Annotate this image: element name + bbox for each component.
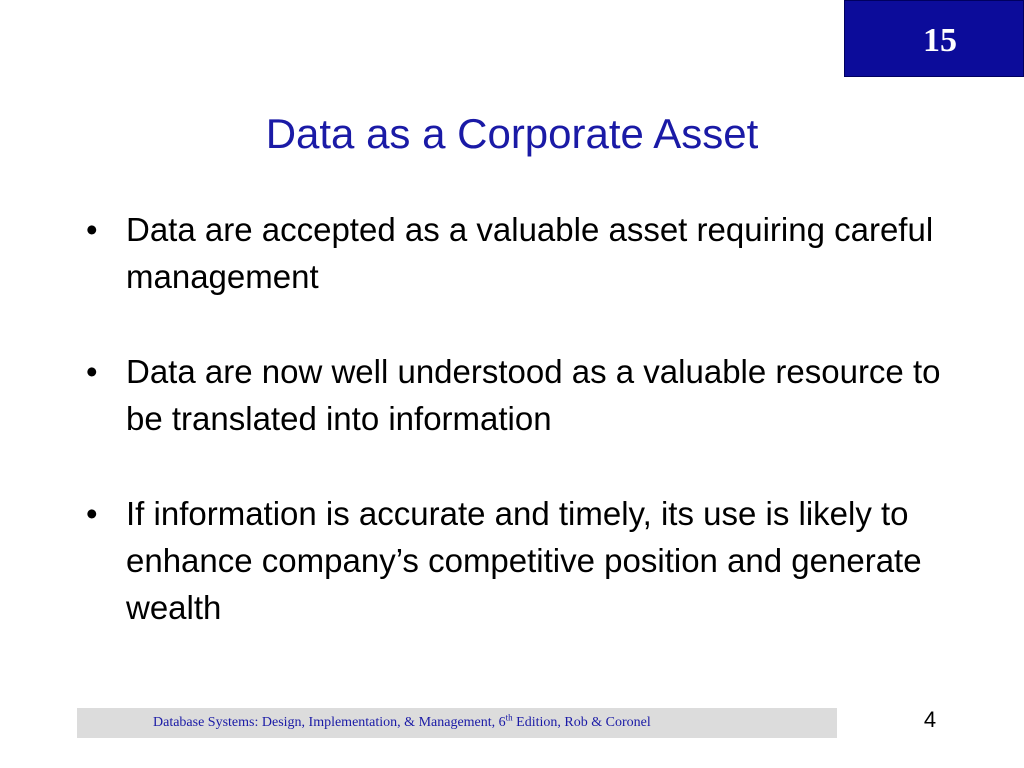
bullet-marker: • [86,495,98,532]
bullet-list [86,206,966,679]
bullet-marker: • [86,211,98,248]
bullet-text: Data are now well understood as a valuable resource to be translated into information [126,353,941,437]
bullet-item [86,490,966,631]
bullet-text: If information is accurate and timely, its use is likely to enhance company’s competitive position and generate wealth [126,495,922,626]
footer-text-after: Edition, Rob & Coronel [512,715,651,730]
footer-superscript: th [505,712,513,723]
bullet-text: Data are accepted as a valuable asset requiring careful management [126,211,934,295]
footer-citation [153,714,793,732]
bullet-item [86,348,966,442]
bullet-marker: • [86,353,98,390]
slide-title: Data as a Corporate Asset [265,110,759,157]
footer-text-before: Database Systems: Design, Implementation, & Management, 6 [153,715,506,730]
footer-bar [77,708,837,738]
chapter-badge [844,0,1024,77]
bullet-item [86,206,966,300]
page-number: 4 [923,707,937,732]
chapter-number: 15 [923,22,957,59]
